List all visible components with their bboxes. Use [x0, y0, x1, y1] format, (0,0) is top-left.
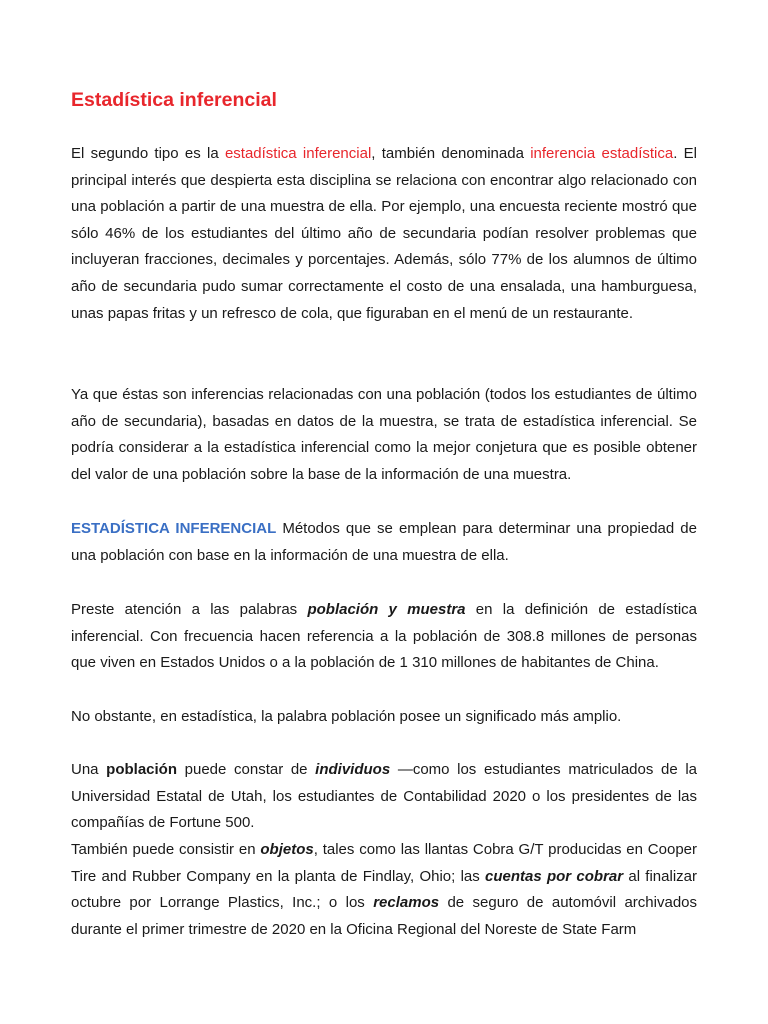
term-reclamos: reclamos	[373, 894, 440, 912]
intro-text-1: El segundo tipo es la	[71, 145, 225, 162]
paragraph-inferencias: Ya que éstas son inferencias relacionadas con una población (todos los estudiantes de último año de secundaria), basadas en datos de la muestra, se trata de estadística inferencial. Se podría considerar a la estadística inferencial como la mejor conjetura que es posible obtener del valor de una población sobre la base de la información de una muestra.	[71, 386, 697, 483]
definition-term: ESTADÍSTICA INFERENCIAL	[71, 520, 277, 537]
definition-text: Métodos que se emplean para determinar una propiedad de una población con base en la información de una muestra de ella.	[71, 520, 697, 564]
paragraph-intro	[71, 141, 697, 327]
term-cuentas-por-cobrar: cuentas por cobrar	[485, 867, 624, 885]
paragraph-significado: No obstante, en estadística, la palabra población posee un significado más amplio.	[71, 708, 622, 725]
paragraph-individuos	[71, 757, 697, 837]
obj-text-1: También puede consistir en	[71, 841, 261, 858]
term-inferencia-estadistica: inferencia estadística	[530, 145, 674, 162]
paragraph-poblacion-muestra	[71, 597, 697, 677]
term-estadistica-inferencial: estadística inferencial	[224, 145, 372, 162]
obj-text-3: al finalizar octubre por Lorrange Plastics, Inc.; o los	[71, 867, 697, 912]
term-poblacion: población	[106, 761, 178, 778]
obj-text-4: de seguro de automóvil archivados durante el primer trimestre de 2020 en la Oficina Regional del Noreste de State Farm	[71, 894, 697, 938]
paragraph-objetos	[71, 837, 697, 943]
pm-text-1: Preste atención a las palabras	[71, 601, 308, 618]
obj-text-2: , tales como las llantas Cobra G/T producidas en Cooper Tire and Rubber Company en la planta de Findlay, Ohio; las	[71, 841, 698, 885]
intro-text-2: , también denominada	[371, 145, 531, 162]
ind-text-3: —como los estudiantes matriculados de la Universidad Estatal de Utah, los estudiantes de Contabilidad 2020 o los presidentes de las compañías de Fortune 500.	[71, 761, 697, 832]
paragraph-definicion	[71, 516, 697, 569]
term-poblacion-y-muestra: población y muestra	[307, 601, 466, 618]
ind-text-2: puede constar de	[177, 761, 316, 778]
intro-text-3: . El principal interés que despierta esta disciplina se relaciona con encontrar algo relacionado con una población a partir de una muestra de ella. Por ejemplo, una encuesta reciente mostró que sólo 46% de los estudiantes del último año de secundaria podían resolver problemas que incluyeran fracciones, decimales y porcentajes. Además, sólo 77% de los alumnos de último año de secundaria pudo sumar correctamente el costo de una ensalada, una hamburguesa, unas papas fritas y un refresco de cola, que figuraban en el menú de un restaurante.	[71, 145, 697, 322]
term-individuos: individuos	[315, 761, 391, 778]
page-title: Estadística inferencial	[71, 89, 277, 111]
pm-text-2: en la definición de estadística inferencial. Con frecuencia hacen referencia a la población de 308.8 millones de personas que viven en Estados Unidos o a la población de 1 310 millones de habitantes de China.	[71, 601, 697, 672]
ind-text-1: Una	[71, 761, 107, 778]
term-objetos: objetos	[260, 841, 314, 858]
